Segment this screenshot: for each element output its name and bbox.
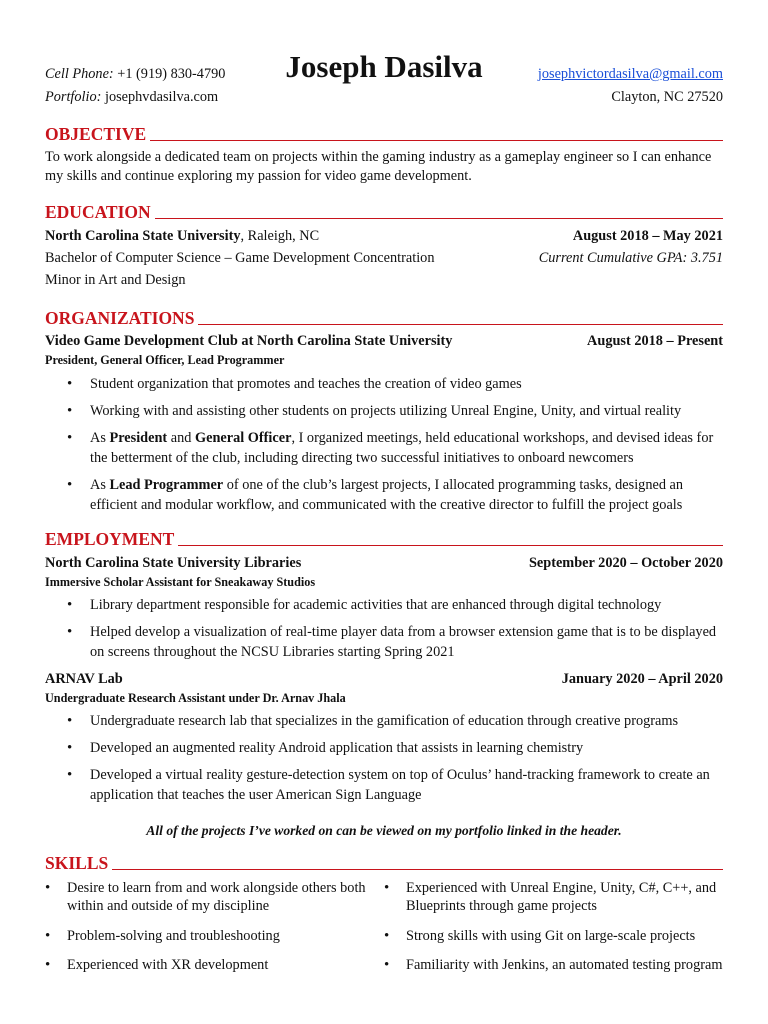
portfolio-line: [45, 86, 225, 109]
job1-row: [45, 554, 723, 573]
organizations-heading: ORGANIZATIONS: [45, 308, 195, 328]
portfolio-url[interactable]: josephvdasilva.com: [104, 89, 219, 105]
skills-heading: SKILLS: [45, 853, 109, 873]
school-location: , Raleigh, NC: [240, 228, 320, 244]
education-section: [45, 200, 723, 290]
employment-heading: EMPLOYMENT: [45, 529, 175, 549]
candidate-name: Joseph Dasilva: [285, 49, 483, 84]
skills-section: [45, 851, 723, 974]
list-item: • Strong skills with using Git on large-scale projects: [384, 927, 723, 945]
org-dates: August 2018 – Present: [587, 333, 723, 349]
gpa: Current Cumulative GPA: 3.751: [538, 250, 723, 266]
list-item: • Undergraduate research lab that specializes in the gamification of education through creative programs: [67, 711, 723, 731]
org-name: Video Game Development Club at North Carolina State University: [45, 333, 453, 349]
list-item: • Developed an augmented reality Android application that assists in learning chemistry: [67, 738, 723, 758]
section-divider: [150, 140, 723, 141]
degree-row: [45, 249, 723, 268]
list-item: • Experienced with Unreal Engine, Unity, C#, C++, and Blueprints through game projects: [384, 879, 723, 915]
degree: Bachelor of Computer Science – Game Development Concentration: [45, 250, 435, 266]
email-link[interactable]: josephvictordasilva@gmail.com: [537, 66, 723, 82]
school-name: North Carolina State University: [45, 228, 241, 244]
job2-bullets: [67, 711, 723, 805]
list-item: • Student organization that promotes and teaches the creation of video games: [67, 374, 723, 394]
skills-left-column: [45, 879, 384, 974]
portfolio-label: Portfolio:: [45, 89, 102, 105]
job1-dates: September 2020 – October 2020: [528, 555, 723, 571]
list-item: • Library department responsible for academic activities that are enhanced through digital technology: [67, 595, 723, 615]
org-row: [45, 332, 723, 351]
objective-text: To work alongside a dedicated team on projects within the gaming industry as a gameplay engineer so I can enhance my skills and continue exploring my passion for video game development.: [45, 149, 712, 184]
employment-section: [45, 527, 723, 840]
list-item: • Experienced with XR development: [45, 956, 384, 974]
skills-right-column: [384, 879, 723, 974]
job1-bullets: [67, 595, 723, 662]
job2-dates: January 2020 – April 2020: [561, 671, 723, 687]
phone-label: Cell Phone:: [45, 66, 114, 82]
portfolio-note: All of the projects I’ve worked on can be viewed on my portfolio linked in the header.: [146, 823, 622, 838]
phone-number: +1 (919) 830-4790: [117, 66, 226, 82]
list-item: • Problem-solving and troubleshooting: [45, 927, 384, 945]
section-divider: [178, 545, 723, 546]
location: Clayton, NC 27520: [611, 89, 723, 105]
list-item: • As President and General Officer, I organized meetings, held educational workshops, and devised ideas for the betterment of the club, including directing two successful initiatives to onboard newcomers: [67, 428, 723, 468]
section-divider: [198, 324, 723, 325]
job2-row: [45, 670, 723, 689]
organizations-section: [45, 306, 723, 515]
list-item: • As Lead Programmer of one of the club’s largest projects, I allocated programming tasks, designed an efficient and modular workflow, and communicated with the creative director to fulfill the project goals: [67, 475, 723, 515]
education-heading: EDUCATION: [45, 202, 151, 222]
org-role: President, General Officer, Lead Programmer: [45, 353, 285, 367]
list-item: • Helped develop a visualization of real-time player data from a browser extension game that is to be displayed on screens throughout the NCSU Libraries starting Spring 2021: [67, 622, 723, 662]
list-item: • Working with and assisting other students on projects utilizing Unreal Engine, Unity, and virtual reality: [67, 401, 723, 421]
list-item: • Familiarity with Jenkins, an automated testing program: [384, 956, 723, 974]
list-item: • Desire to learn from and work alongside others both within and outside of my discipline: [45, 879, 384, 915]
section-divider: [155, 218, 723, 219]
education-dates: August 2018 – May 2021: [572, 228, 723, 244]
education-row: [45, 227, 723, 246]
objective-heading: OBJECTIVE: [45, 124, 147, 144]
job1-role: Immersive Scholar Assistant for Sneakaway Studios: [45, 575, 316, 589]
contact-right: [538, 63, 723, 109]
section-divider: [112, 869, 723, 870]
skills-grid: [45, 879, 723, 974]
list-item: • Developed a virtual reality gesture-detection system on top of Oculus’ hand-tracking framework to create an application that teaches the user American Sign Language: [67, 765, 723, 805]
objective-section: [45, 122, 723, 186]
org-bullets: [67, 374, 723, 515]
job1-org: North Carolina State University Libraries: [45, 555, 302, 571]
job2-role: Undergraduate Research Assistant under Dr. Arnav Jhala: [45, 691, 346, 705]
minor: Minor in Art and Design: [45, 272, 186, 288]
job2-org: ARNAV Lab: [45, 671, 123, 687]
